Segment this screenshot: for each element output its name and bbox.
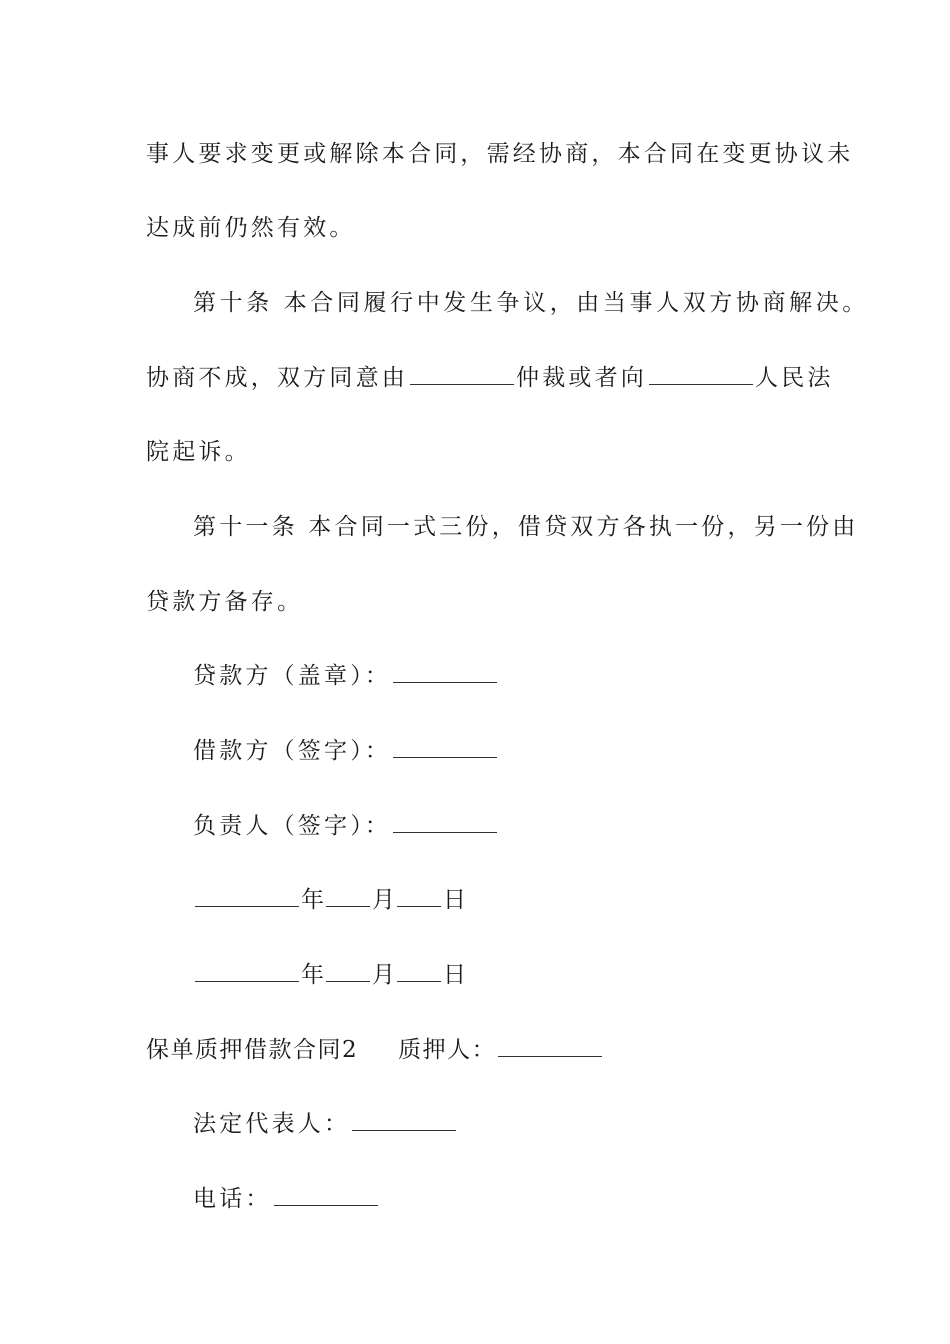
pledgor-label: 质押人： (398, 1037, 497, 1063)
fill-blank-month (326, 884, 370, 907)
contract-title: 保单质押借款合同2 (146, 1037, 359, 1063)
text-run: 事人要求变更或解除本合同，需经协商，本合同在变更协议未 (146, 141, 854, 167)
article-11-line (146, 586, 303, 618)
paragraph-line (146, 212, 356, 244)
text-run: 达成前仍然有效。 (146, 215, 356, 241)
fill-blank (393, 810, 497, 833)
text-run: 仲裁或者向 (516, 365, 647, 391)
date-unit: 月 (372, 887, 395, 913)
article-10-line (146, 362, 834, 394)
paragraph-line (146, 138, 853, 170)
fill-blank-year (195, 959, 299, 982)
signature-label: 借款方（签字）： (193, 738, 392, 764)
date-line (193, 959, 466, 991)
phone-line (193, 1183, 380, 1215)
text-run: 协商不成，双方同意由 (146, 365, 408, 391)
signature-person-in-charge (193, 810, 499, 842)
phone-label: 电话： (193, 1186, 272, 1212)
text-run: 院起诉。 (146, 439, 251, 465)
legal-rep-line (193, 1108, 458, 1140)
text-run: 第十一条 本合同一式三份，借贷双方各执一份，另一份由 (193, 514, 859, 540)
fill-blank-day (397, 959, 441, 982)
legal-rep-label: 法定代表人： (193, 1111, 351, 1137)
text-run: 贷款方备存。 (146, 589, 304, 615)
contract-2-header (146, 1034, 604, 1066)
signature-label: 贷款方（盖章）： (193, 663, 392, 689)
fill-blank (393, 660, 497, 683)
fill-blank-month (326, 959, 370, 982)
fill-blank (393, 735, 497, 758)
fill-blank (274, 1183, 378, 1206)
fill-blank (498, 1034, 602, 1057)
signature-lender (193, 660, 499, 692)
fill-blank-court (649, 362, 753, 385)
fill-blank-year (195, 884, 299, 907)
fill-blank-arbitration (410, 362, 514, 385)
date-line (193, 884, 466, 916)
article-10-line (193, 287, 869, 319)
fill-blank-day (397, 884, 441, 907)
text-run: 人民法 (755, 365, 834, 391)
date-unit: 日 (443, 887, 466, 913)
article-11-line (193, 511, 859, 543)
signature-label: 负责人（签字）： (193, 813, 392, 839)
date-unit: 月 (372, 962, 395, 988)
date-unit: 年 (301, 887, 324, 913)
article-10-line (146, 436, 251, 468)
text-run: 第十条 本合同履行中发生争议，由当事人双方协商解决。 (193, 290, 869, 316)
signature-borrower (193, 735, 499, 767)
date-unit: 年 (301, 962, 324, 988)
fill-blank (352, 1108, 456, 1131)
date-unit: 日 (443, 962, 466, 988)
